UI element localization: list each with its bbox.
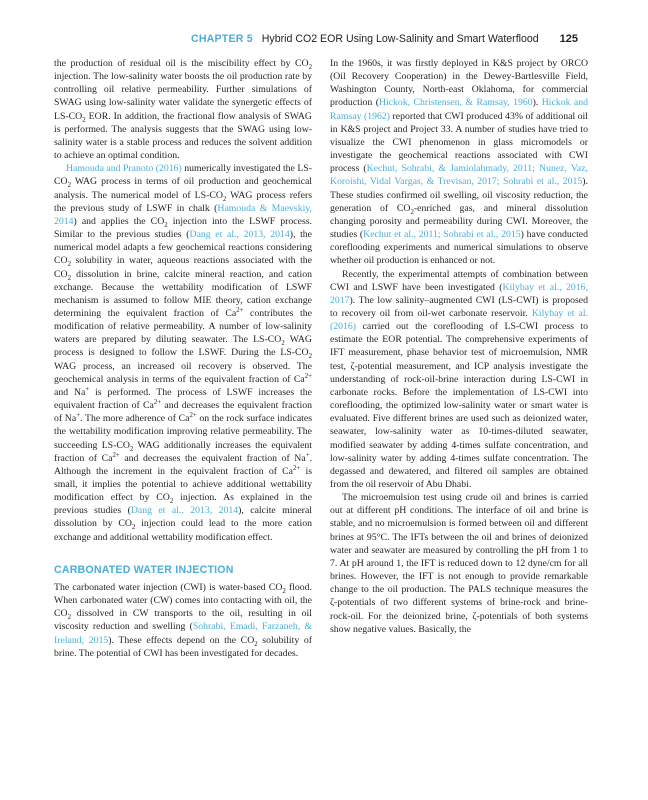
running-header	[191, 33, 578, 45]
citation-link[interactable]: Hickok, Christensen, & Ramsay, 1960	[378, 97, 533, 109]
paragraph: The microemulsion test using crude oil and brines is carried out at different pH conditions. The interface of oil and brine is stable, and no microemulsion is formed between oil and different brines at 95°C. The IFTs between the oil and brines of deionized water and seawater are measured by controlling the pH from 1 to 7. At pH around 1, the IFT is reduced down to 12 dyne/cm for all brines. However, the IFT is not enough to provide remarkable change to the oil production. The PALS technique measures the ζ-potentials of two different systems of brine-rock and brine-rock-oil. For the deionized brine, ζ-potentials of both systems show negative values. Basically, the	[330, 492, 588, 635]
chapter-label: CHAPTER 5	[190, 33, 253, 45]
page-number: 125	[559, 33, 578, 45]
citation-link[interactable]: Kilybay et al., 2016, 2017	[330, 281, 588, 306]
citation-link[interactable]: Kilybay et al. (2016)	[330, 307, 588, 333]
right-column	[330, 57, 588, 636]
paragraph: Recently, the experimental attempts of combination between CWI and LSWF have been investigated (Kilybay et al., 2016, 2017). The low salinity–augmented CWI (LS-CWI) is proposed to recovery oil from oil-wet carbonate reservoir. Kilybay et al. (2016) carried out the coreflooding of LS-CWI process to estimate the EOR potential. The comprehensive experiments of IFT measurement, phase behavior test of microemulsion, NMR test, ζ-potential measurement, and ICP analysis investigate the understanding of rock-oil-brine interaction during LS-CWI in carbonate rocks. Before the implementation of LS-CWI into coreflooding, the optimized low-salinity water or smart water is evaluated. Five different brines are used such as deionized water, seawater, low-salinity water as 10-times-diluted seawater, modified seawater by adding 4-times sulfate concentration, and low-salinity water by adding 4-times sulfate concentration. The degassed and dewatered, and filtered oil samples are obtained from the oil reservoir of Abu Dhabi.	[330, 268, 588, 490]
citation-link[interactable]: Hamouda and Pranoto (2016)	[66, 163, 182, 175]
paragraph: Hamouda and Pranoto (2016) numerically investigated the $LS-CO_2$ WAG process in terms of oil production and geochemical analysis. The numerical model of $LS-CO_2$ WAG process refers the previous study of LSWF in chalk (Hamouda & Maevskiy, 2014) and applies the $CO_2$ injection into the LSWF process. Similar to the previous studies (Dang et al., 2013, 2014), the numerical model adapts a few geochemical reactions considering $CO_2$ solubility in water, aqueous reactions associated with the $CO_2$ dissolution in brine, calcite mineral reaction, and cation exchange. Because the wettability modification of LSWF mechanism is assumed to follow MIE theory, cation exchange determining the equivalent fraction of $Ca^{2+}$ contributes the modification of relative permeability. A number of low-salinity waters are prepared by diluting seawater. The $LS-CO_2$ WAG process is designed to follow the LSWF. During the $LS-CO_2$ WAG process, an increased oil recovery is observed. The geochemical analysis in terms of the equivalent fraction of $Ca^{2+}$ and Na+ is performed. The process of LSWF increases the equivalent fraction of $Ca^{2+}$ and decreases the equivalent fraction of Na+. The more adherence of $Ca^{2+}$ on the rock surface indicates the wettability modification improving relative permeability. The succeeding $LS-CO_2$ WAG additionally increases the equivalent fraction of $Ca^{2+}$ and decreases the equivalent fraction of Na+. Although the increment in the equivalent fraction of $Ca^{2+}$ is small, it implies the potential to achieve additional wettability modification effect by $CO_2$ injection. As explained in the previous studies (Dang et al., 2013, 2014), calcite mineral dissolution by $CO_2$ injection could lead to the more cation exchange and additional wettability modification effect.	[54, 163, 313, 543]
citation-link[interactable]: Kechut et al., 2011; Sohrabi et al., 2015	[363, 229, 521, 241]
section-heading: CARBONATED WATER INJECTION	[54, 563, 234, 576]
citation-link[interactable]: Kechut, Sohrabi, & Jamiolahmady, 2011; Nunez, Vaz, Koroishi, Vidal Vargas, & Trevisan, 2017; Sohrabi et al., 2015	[330, 163, 588, 188]
left-column	[54, 57, 312, 660]
citation-link[interactable]: Hickok and Ramsay (1962)	[330, 97, 588, 122]
paragraph: The carbonated water injection (CWI) is water-based $CO_2$ flood. When carbonated water (CW) comes into contacting with oil, the $CO_2$ dissolved in CW transports to the oil, resulting in oil viscosity reduction and swelling (Sohrabi, Emadi, Farzaneh, & Ireland, 2015). These effects depend on the $CO_2$ solubility of brine. The potential of CWI has been investigated for decades.	[54, 581, 313, 659]
citation-link[interactable]: Dang et al., 2013, 2014	[130, 505, 239, 517]
citation-link[interactable]: Dang et al., 2013, 2014	[189, 229, 290, 241]
paragraph: In the 1960s, it was firstly deployed in K&S project by ORCO (Oil Recovery Cooperation) in the Dewey-Bartlesville Field, Washington County, North-east Oklahoma, for commercial production (Hickok, Christensen, & Ramsay, 1960). Hickok and Ramsay (1962) reported that CWI produced 43% of additional oil in K&S project and Project 33. A number of studies have tried to visualize the CWI phenomenon in glass micromodels or investigate the geochemical reactions associated with CWI process (Kechut, Sohrabi, & Jamiolahmady, 2011; Nunez, Vaz, Koroishi, Vidal Vargas, & Trevisan, 2017; Sohrabi et al., 2015). These studies confirmed oil swelling, oil viscosity reduction, the generation of $CO_2$-enriched gas, and mineral dissolution changing porosity and permeability during CWI. Moreover, the studies (Kechut et al., 2011; Sohrabi et al., 2015) have conducted coreflooding experiments and numerical simulations to observe whether oil production is enhanced or not.	[330, 58, 589, 267]
citation-link[interactable]: Sohrabi, Emadi, Farzaneh, & Ireland, 2015	[54, 621, 313, 646]
paragraph: the production of residual oil is the miscibility effect by $CO_2$ injection. The low-salinity water boosts the oil production rate by controlling oil relative permeability. Further simulations of SWAG using low-salinity water validate the synergetic effects of $LS-CO_2$ EOR. In addition, the fractional flow analysis of SWAG is performed. The analysis suggests that the SWAG using low-salinity water is a stable process and reduces the solvent addition to achieve an optimal condition.	[54, 58, 312, 162]
citation-link[interactable]: Hamouda & Maevskiy, 2014	[54, 202, 313, 227]
chapter-title: Hybrid CO2 EOR Using Low-Salinity and Smart Waterflood	[261, 33, 539, 45]
